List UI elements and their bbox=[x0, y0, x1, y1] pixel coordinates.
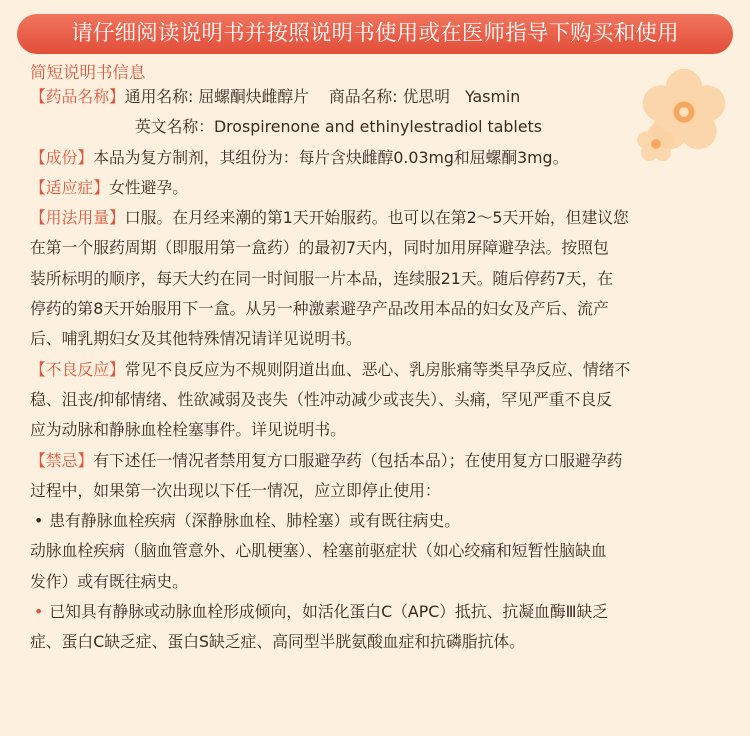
dosage-line: 装所标明的顺序，每天大约在同一时间服一片本品，连续服21天。随后停药7天，在 bbox=[30, 268, 614, 288]
adverse-text: 常见不良反应为不规则阴道出血、恶心、乳房胀痛等类早孕反应、情绪不 bbox=[124, 359, 631, 379]
trade-name-value: 优思明 bbox=[402, 87, 450, 106]
generic-name-value: 屈螺酮炔雌醇片 bbox=[198, 87, 309, 106]
ingredients-tag: 【成份】 bbox=[30, 147, 94, 167]
indication-tag: 【适应症】 bbox=[30, 177, 109, 197]
trade-name-label: 商品名称: bbox=[329, 87, 398, 106]
dosage-tag: 【用法用量】 bbox=[30, 208, 125, 228]
contraindication-text: 有下述任一情况者禁用复方口服避孕药（包括本品）；在使用复方口服避孕药 bbox=[93, 450, 623, 470]
dosage-line: 在第一个服药周期（即服用第一盒药）的最初7天内，同时加用屏障避孕法。按照包 bbox=[30, 238, 609, 258]
drug-name-tag: 【药品名称】 bbox=[30, 87, 125, 106]
dosage-line bbox=[30, 203, 730, 233]
ingredients-text: 本品为复方制剂，其组份为：每片含炔雌醇0.03mg和屈螺酮3mg。 bbox=[93, 147, 569, 167]
bullet-text: 患有静脉血栓疾病（深静脉血栓、肺栓塞）或有既往病史。 bbox=[49, 511, 461, 531]
english-name-value: Drospirenone and ethinylestradiol tablets bbox=[214, 117, 542, 137]
contraindication-line bbox=[30, 446, 730, 476]
instruction-banner: 请仔细阅读说明书并按照说明书使用或在医师指导下购买和使用 bbox=[17, 14, 733, 54]
adverse-line: 稳、沮丧/抑郁情绪、性欲减弱及丧失（性冲动减少或丧失）、头痛，罕见严重不良反 bbox=[30, 389, 612, 409]
english-name-row bbox=[30, 112, 730, 142]
bullet-item bbox=[30, 597, 730, 627]
generic-name-label: 通用名称: bbox=[124, 87, 194, 106]
bullet-item bbox=[30, 506, 730, 536]
drug-name-row bbox=[30, 82, 730, 112]
adverse-line bbox=[30, 355, 730, 385]
dosage-text: 口服。在月经来潮的第1天开始服药。也可以在第2～5天开始，但建议您 bbox=[124, 208, 629, 228]
ingredients-row bbox=[30, 143, 730, 173]
contraindication-tag: 【禁忌】 bbox=[30, 450, 94, 470]
english-name-label: 英文名称： bbox=[135, 117, 214, 137]
adverse-tag: 【不良反应】 bbox=[30, 359, 125, 379]
dosage-line: 后、哺乳期妇女及其他特殊情况请详见说明书。 bbox=[30, 329, 362, 349]
bullet-continuation: 症、蛋白C缺乏症、蛋白S缺乏症、高同型半胱氨酸血症和抗磷脂抗体。 bbox=[30, 632, 525, 652]
section-title: 简短说明书信息 bbox=[30, 63, 146, 82]
bullet-icon: • bbox=[34, 602, 44, 622]
trade-name-en: Yasmin bbox=[465, 87, 521, 106]
bullet-text: 已知具有静脉或动脉血栓形成倾向，如活化蛋白C（APC）抵抗、抗凝血酶Ⅲ缺乏 bbox=[49, 602, 609, 622]
indication-row bbox=[30, 173, 730, 203]
contraindication-line: 过程中，如果第一次出现以下任一情况，应立即停止使用： bbox=[30, 480, 441, 500]
arterial-line: 发作）或有既往病史。 bbox=[30, 571, 188, 591]
dosage-line: 停药的第8天开始服用下一盒。从另一种激素避孕产品改用本品的妇女及产后、流产 bbox=[30, 299, 609, 319]
bullet-icon: • bbox=[34, 511, 44, 531]
indication-text: 女性避孕。 bbox=[109, 177, 188, 197]
leaflet-content bbox=[30, 82, 730, 658]
arterial-line: 动脉血栓疾病（脑血管意外、心肌梗塞）、栓塞前驱症状（如心绞痛和短暂性脑缺血 bbox=[30, 541, 607, 561]
adverse-line: 应为动脉和静脉血栓栓塞事件。详见说明书。 bbox=[30, 420, 346, 440]
